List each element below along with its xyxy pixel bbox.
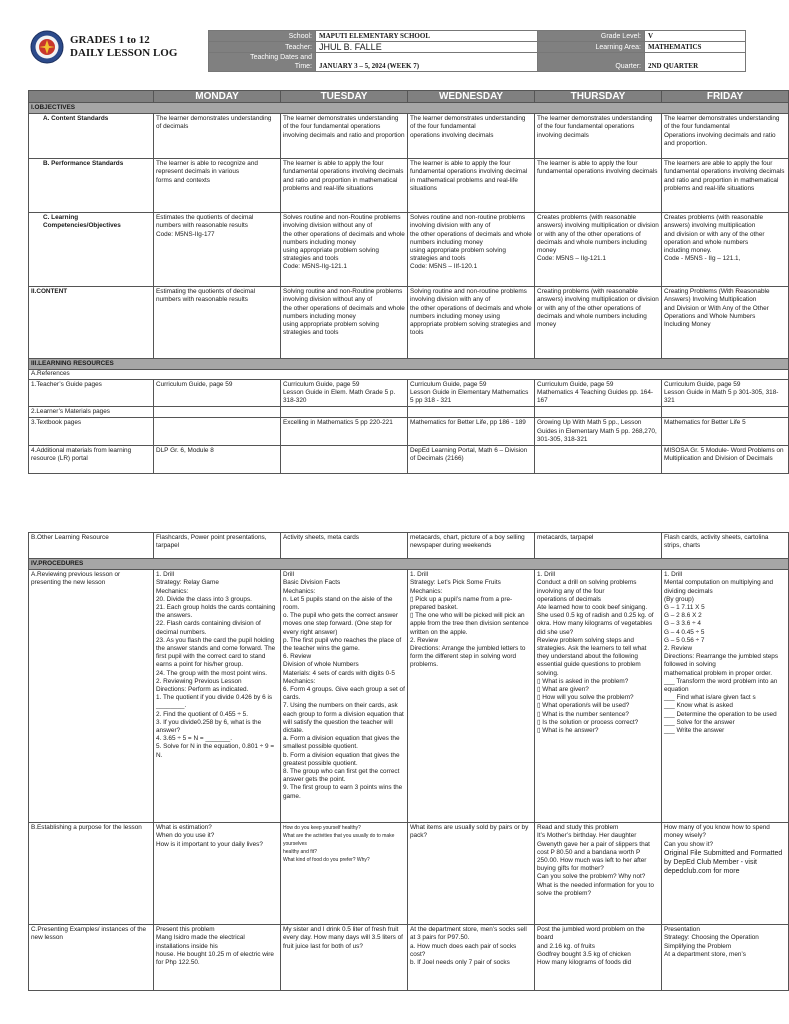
cell-purpose-fri [662,823,789,925]
cell-topic-mon: Estimating the quotients of decimal numbers with reasonable results [154,287,281,359]
form-title-line1: GRADES 1 to 12 [70,34,150,46]
cell-tg-thu: Curriculum Guide, page 59 Mathematics 4 Teaching Guides pp. 164-167 [535,379,662,407]
quarter-label: Quarter: [538,53,645,72]
section-learning-resources: III.LEARNING RESOURCES [29,359,789,370]
row-label-reviewing: A.Reviewing previous lesson or presenting the new lesson [29,570,154,823]
cell-lm-thu [535,407,662,418]
cell-content-tue: The learner demonstrates understanding of the four fundamental operations involving decimals and ratio and proportion [281,114,408,159]
cell-lm-fri [662,407,789,418]
cell-topic-tue: Solving routine and non-Routine problems involving division without any of the other operations of decimals and whole numbers including money using appropriate problem solving strategies and tools [281,287,408,359]
cell-tg-mon: Curriculum Guide, page 59 [154,379,281,407]
cell-competencies-thu: Creates problems (with reasonable answers) involving multiplication or division or with any of the other operations of decimals and whole numbers including money Code: M5NS – IIg-121.1 [535,213,662,287]
day-header-thursday: THURSDAY [535,91,662,103]
cell-lm-tue [281,407,408,418]
cell-purpose-mon: What is estimation? When do you use it? How is it important to your daily lives? [154,823,281,925]
row-label-references: A.References [29,370,789,379]
area-value: MATHEMATICS [645,42,746,53]
cell-other-tue: Activity sheets, meta cards [281,533,408,559]
row-label-establishing-purpose: B.Establishing a purpose for the lesson [29,823,154,925]
lesson-log-table-page2 [28,532,789,991]
cell-review-thu: 1. Drill Conduct a drill on solving problems involving any of the four operations of decimals Ate learned how to cook beef sinigang. She used 0.5 kg of radish and 0.25 kg. of okra. How many kilograms of vegetables did she use? Review problem solving steps and strategies. Ask the learners to tell what they understand about the following essential guide questions to problem solving. ▯ What is asked in the problem? ▯ What are given? ▯ How will you solve the problem? ▯ What operation/s will be used? ▯ What is the number sentence? ▯ Is the solution or process correct? ▯ What is he answer? [535,570,662,823]
cell-competencies-tue: Solves routine and non-Routine problems involving division without any of the other operations of decimals and whole numbers including money using appropriate problem solving strategies and tools Code: M5NS-IIg-121.1 [281,213,408,287]
cell-review-mon: 1. Drill Strategy: Relay Game Mechanics: 20. Divide the class into 3 groups. 21. Each group holds the cards containing the answers. 22. Flash cards containing division of decimal numbers. 23. As you flash the card the pupil holding the answer stands and come forward. The first pupil with the correct card to stand earns a point for his/her group. 24. The group with the most point wins. 2. Reviewing Previous Lesson Directions: Perform as indicated. 1. The quotient if you divide 0.426 by 6 is ________. 2. Find the quotient of 0.455 ÷ 5. 3. If you divide0.258 by 6, what is the answer? 4. 3.65 ÷ 5 = N = _______. 5. Solve for N in the equation, 0.801 ÷ 9 = N. [154,570,281,823]
cell-examples-mon: Present this problem Mang Isidro made the electrical installations inside his house. He bought 10.25 m of electric wire for Php 122.50. [154,925,281,991]
cell-performance-fri: The learners are able to apply the four fundamental operations involving decimals and ratio and proportion in mathematical problems and real-life situations [662,159,789,213]
teacher-value: JHUL B. FALLE [316,42,538,53]
cell-purpose-thu: Read and study this problem It’s Mother’s birthday. Her daughter Gwenyth gave her a pair of slippers that cost P 80.50 and a bandana worth P 250.00. How much was left to her after buying gifts for mother? Can you solve the problem? Why not? What is the needed information for you to solve the problem? [535,823,662,925]
cell-lr-thu [535,446,662,474]
cell-tg-fri: Curriculum Guide, page 59 Lesson Guide in Math 5 p 301-305, 318-321 [662,379,789,407]
cell-content-mon: The learner demonstrates understanding of decimals [154,114,281,159]
dates-label-1: Teaching Dates and [250,54,312,61]
header-info-table [208,30,746,72]
row-label-other-resources: B.Other Learning Resource [29,533,154,559]
cell-other-fri: Flash cards, activity sheets, cartolina strips, charts [662,533,789,559]
cell-tb-fri: Mathematics for Better Life 5 [662,418,789,446]
cell-competencies-wed: Solves routine and non-routine problems involving division with any of the other operations of decimals and whole numbers including money using appropriate problem solving strategies and tools Code: M5NS – IIf-120.1 [408,213,535,287]
grade-value: V [645,31,746,42]
cell-competencies-mon: Estimates the quotients of decimal numbers with reasonable results Code: M5NS-IIg-177 [154,213,281,287]
cell-review-wed: 1. Drill Strategy: Let’s Pick Some Fruits Mechanics: ▯ Pick up a pupil’s name from a pre-prepared basket. ▯ The one who will be picked will pick an apple from the tree then division sentence written on the apple. 2. Review Directions: Arrange the jumbled letters to form the different step in solving word problems. [408,570,535,823]
cell-purpose-tue: How do you keep yourself healthy? What are the activities that you usually do to make yourselves healthy and fit? What kind of food do you prefer? Why? [281,823,408,925]
depedclub-note: Original File Submitted and Formatted by DepEd Club Member - visit depedclub.com for more [664,849,783,876]
cell-performance-wed: The learner is able to apply the four fundamental operations involving decimal in mathematical problems and real-life situations [408,159,535,213]
dates-label-2: Time: [294,63,312,70]
school-label: School: [209,31,316,42]
cell-review-tue: Drill Basic Division Facts Mechanics: n. Let 5 pupils stand on the aisle of the room. o. The pupil who gets the correct answer moves one step forward. (One step for every right answer) p. The first pupil who reaches the place of the teacher wins the game. 6. Review Division of whole Numbers Materials: 4 sets of cards with digits 0-5 Mechanics: 6. Form 4 groups. Give each group a set of cards. 7. Using the numbers on their cards, ask each group to form a division equation that will satisfy the question the teacher will dictate. a. Form a division equation that gives the smallest possible quotient. b. Form a division equation that gives the greatest possible quotient. 8. The group who can first get the correct answer gets the point. 9. The first group to earn 3 points wins the game. [281,570,408,823]
day-header-friday: FRIDAY [662,91,789,103]
cell-review-fri: 1. Drill Mental computation on multiplying and dividing decimals (By group) G – 1 7.11 X 5 G – 2 8.6 X 2 G – 3 3.6 ÷ 4 G – 4 0.45 ÷ 5 G – 5 0.56 ÷ 7 2. Review Directions: Rearrange the jumbled steps followed in solving mathematical problem in proper order. ___ Transform the word problem into an equation ___ Find what is/are given fact s ___ Know what is asked ___ Determine the operation to be used ___ Solve for the answer ___ Write the answer [662,570,789,823]
row-label-presenting-examples: C.Presenting Examples/ instances of the new lesson [29,925,154,991]
row-label-textbook: 3.Textbook pages [29,418,154,446]
row-label-content-standards: A. Content Standards [29,114,154,159]
cell-content-wed: The learner demonstrates understanding of the four fundamental operations involving decimals [408,114,535,159]
cell-examples-tue: My sister and I drink 0.5 liter of fresh fruit every day. How many days will 3.5 liters of fruit juice last for both of us? [281,925,408,991]
cell-tb-mon [154,418,281,446]
row-label-competencies: C. Learning Competencies/Objectives [29,213,154,287]
dates-label [209,53,316,72]
day-header-wednesday: WEDNESDAY [408,91,535,103]
cell-performance-mon: The learner is able to recognize and represent decimals in various forms and contexts [154,159,281,213]
cell-topic-wed: Solving routine and non-routine problems involving division with any of the other operations of decimals and whole numbers including money using appropriate problem solving strategies and tools [408,287,535,359]
area-label: Learning Area: [538,42,645,53]
form-title-line2: DAILY LESSON LOG [70,47,178,59]
cell-tb-tue: Excelling in Mathematics 5 pp 220-221 [281,418,408,446]
cell-lm-mon [154,407,281,418]
cell-purpose-fri-text: How many of you know how to spend money wisely? Can you show it? [664,824,770,848]
row-label-teachers-guide: 1.Teacher’s Guide pages [29,379,154,407]
cell-tb-thu: Growing Up With Math 5 pp., Lesson Guides in Elementary Math 5 pp. 268,270, 301-305, 318-321 [535,418,662,446]
cell-topic-fri: Creating Problems (With Reasonable Answers) Involving Multiplication and Division or With Any of the Other Operations and Whole Numbers Including Money [662,287,789,359]
grade-label: Grade Level: [538,31,645,42]
cell-purpose-wed: What items are usually sold by pairs or by pack? [408,823,535,925]
cell-lm-wed [408,407,535,418]
cell-lr-tue [281,446,408,474]
cell-other-wed: metacards, chart, picture of a boy selling newspaper during weekends [408,533,535,559]
cell-other-mon: Flashcards, Power point presentations, tarpapel [154,533,281,559]
row-label-performance-standards: B. Performance Standards [29,159,154,213]
section-procedures: IV.PROCEDURES [29,559,789,570]
cell-tg-tue: Curriculum Guide, page 59 Lesson Guide in Elem. Math Grade 5 p. 318-320 [281,379,408,407]
cell-lr-mon: DLP Gr. 6, Module 8 [154,446,281,474]
school-value: MAPUTI ELEMENTARY SCHOOL [316,31,538,42]
teacher-label: Teacher: [209,42,316,53]
cell-performance-tue: The learner is able to apply the four fundamental operations involving decimals and ratio and proportion in mathematical problems and real-life situations [281,159,408,213]
cell-topic-thu: Creating problems (with reasonable answers) involving multiplication or division or with any of the other operations of decimals and whole numbers including money [535,287,662,359]
section-objectives: I.OBJECTIVES [29,103,789,114]
cell-competencies-fri: Creates problems (with reasonable answers) involving multiplication and division or with any of the other operation and whole numbers including money. Code - M5NS - IIg – 121.1, [662,213,789,287]
form-title [70,34,177,60]
cell-tb-wed: Mathematics for Better Life, pp 186 - 189 [408,418,535,446]
quarter-value: 2ND QUARTER [645,53,746,72]
cell-content-fri: The learner demonstrates understanding of the four fundamental Operations involving decimals and ratio and proportion. [662,114,789,159]
day-header-monday: MONDAY [154,91,281,103]
cell-tg-wed: Curriculum Guide, page 59 Lesson Guide in Elementary Mathematics 5 pp 318 - 321 [408,379,535,407]
cell-examples-wed: At the department store, men’s socks sell at 3 pairs for P97.50. a. How much does each pair of socks cost? b. If Joel needs only 7 pair of socks [408,925,535,991]
cell-examples-fri: Presentation Strategy: Choosing the Operation Simplifying the Problem At a department store, men’s [662,925,789,991]
cell-performance-thu: The learner is able to apply the four fundamental operations involving decimals [535,159,662,213]
row-label-lr-portal: 4.Additional materials from learning resource (LR) portal [29,446,154,474]
day-header-blank [29,91,154,103]
cell-lr-wed: DepEd Learning Portal, Math 6 – Division of Decimals (2166) [408,446,535,474]
cell-content-thu: The learner demonstrates understanding of the four fundamental operations involving decimals [535,114,662,159]
row-label-learners-materials: 2.Learner’s Materials pages [29,407,154,418]
deped-seal-logo [30,30,64,64]
lesson-log-table-page1 [28,90,789,474]
cell-examples-thu: Post the jumbled word problem on the board and 2.16 kg. of fruits Godfrey bought 3.5 kg of chicken How many kilograms of foods did [535,925,662,991]
day-header-tuesday: TUESDAY [281,91,408,103]
row-label-content: II.CONTENT [29,287,154,359]
cell-other-thu: metacards, tarpapel [535,533,662,559]
cell-lr-fri: MISOSA Gr. 5 Module- Word Problems on Multiplication and Division of Decimals [662,446,789,474]
dates-value: JANUARY 3 – 5, 2024 (WEEK 7) [316,53,538,72]
